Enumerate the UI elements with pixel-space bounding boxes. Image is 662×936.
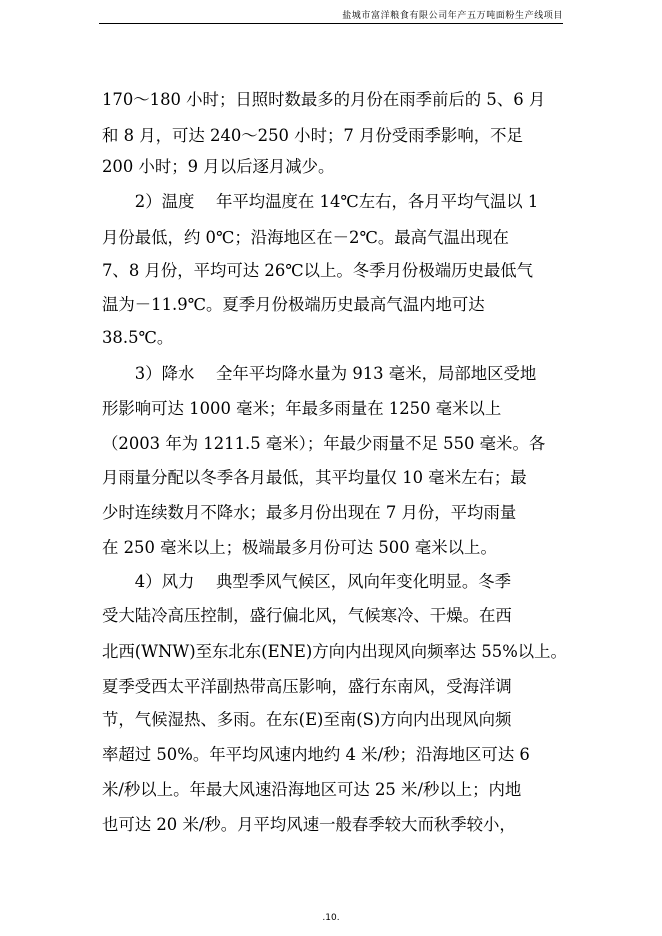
text-line: 少时连续数月不降水；最多月份出现在 7 月份，平均雨量 [102, 503, 517, 522]
text-line: 200 小时；9 月以后逐月减少。 [102, 157, 335, 176]
text-line: 受大陆冷高压控制，盛行偏北风，气候寒冷、干燥。在西 [102, 606, 512, 625]
text-line: 7、8 月份，平均可达 26℃以上。冬季月份极端历史最低气 [102, 261, 534, 280]
text-line: 节，气候湿热、多雨。在东(E)至南(S)方向内出现风向频 [102, 710, 512, 729]
text-line: 2）温度 年平均温度在 14℃左右，各月平均气温以 1 [102, 192, 539, 211]
text-line: （2003 年为 1211.5 毫米）；年最少雨量不足 550 毫米。各 [102, 434, 546, 453]
text-line: 形影响可达 1000 毫米；年最多雨量在 1250 毫米以上 [102, 399, 502, 418]
text-line: 米/秒以上。年最大风速沿海地区可达 25 米/秒以上；内地 [102, 780, 522, 799]
page-number: .10. [322, 913, 340, 923]
text-line: 温为－11.9℃。夏季月份极端历史最高气温内地可达 [102, 295, 485, 314]
text-line: 38.5℃。 [102, 328, 174, 347]
text-line: 夏季受西太平洋副热带高压影响，盛行东南风，受海洋调 [102, 677, 512, 696]
text-line: 4）风力 典型季风气候区，风向年变化明显。冬季 [102, 572, 512, 591]
header-rule [99, 23, 563, 24]
text-line: 在 250 毫米以上；极端最多月份可达 500 毫米以上。 [102, 538, 497, 557]
text-line: 和 8 月，可达 240～250 小时；7 月份受雨季影响，不足 [102, 126, 523, 145]
running-header: 盐城市富洋粮食有限公司年产五万吨面粉生产线项目 [342, 11, 563, 21]
text-line: 3）降水 全年平均降水量为 913 毫米，局部地区受地 [102, 364, 537, 383]
text-line: 月雨量分配以冬季各月最低，其平均量仅 10 毫米左右；最 [102, 468, 527, 487]
text-line: 也可达 20 米/秒。月平均风速一般春季较大而秋季较小， [102, 815, 516, 834]
text-line: 170～180 小时；日照时数最多的月份在雨季前后的 5、6 月 [102, 90, 546, 109]
text-line: 率超过 50%。年平均风速内地约 4 米/秒；沿海地区可达 6 [102, 745, 530, 764]
text-line: 月份最低，约 0℃；沿海地区在－2℃。最高气温出现在 [102, 228, 509, 247]
text-line: 北西(WNW)至东北东(ENE)方向内出现风向频率达 55%以上。 [102, 642, 567, 661]
